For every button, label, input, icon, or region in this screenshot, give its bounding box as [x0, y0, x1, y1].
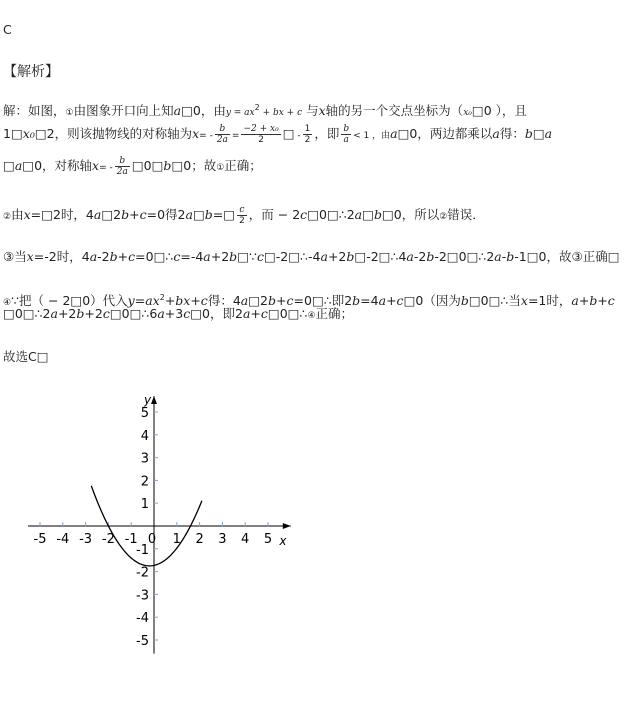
- x-tick-label: 2: [195, 532, 204, 547]
- y-tick-label: 5: [140, 406, 149, 421]
- y-tick-label: -3: [136, 588, 149, 604]
- x-axis-arrow: [283, 523, 291, 529]
- y-tick-label: -5: [136, 634, 149, 649]
- solution-line-1: 解：如图，①由图象开口向上知a□0，由$y = ax^2$ + bx + c 与x轴的另一个交点坐标为（x₀□0 ），且: [3, 103, 527, 119]
- x-tick-label: -1: [124, 532, 138, 547]
- x-tick-label: 0: [147, 532, 157, 547]
- x-tick-label: 4: [241, 532, 250, 547]
- y-tick-label: -4: [136, 611, 149, 627]
- x-tick-label: 1: [172, 532, 181, 547]
- graph-labels: [34, 393, 288, 649]
- y-axis-label: y: [144, 393, 152, 408]
- y-tick-label: -1: [136, 542, 149, 558]
- y-tick-label: 3: [140, 451, 149, 467]
- graph-axes: [28, 396, 291, 654]
- x-tick-label: -2: [101, 532, 115, 547]
- solution-line-3: □a□0，对称轴x= - $\frac{b}{2a}$ □0□b□0；故①正确；: [3, 156, 262, 177]
- solution-line-5: ③当x=-2时，4a-2b+c=0□∴c=-4a+2b□∵c□-2□∴-4a+2b□-2□∴4a-2b-2□0□∴2a-b-1□0，故③正确□: [3, 249, 620, 264]
- y-tick-label: -2: [136, 565, 149, 581]
- x-tick-label: -3: [79, 532, 93, 547]
- section-heading: 【解析】: [3, 64, 59, 80]
- y-tick-label: 4: [140, 428, 149, 444]
- parabola-graph: [0, 386, 630, 716]
- x-tick-label: 3: [218, 532, 227, 547]
- x-axis-label: x: [279, 534, 287, 548]
- y-tick-label: 2: [140, 474, 149, 490]
- x-tick-label: -5: [33, 532, 47, 547]
- answer-letter: C: [3, 22, 12, 37]
- y-tick-label: 1: [140, 497, 149, 513]
- solution-line-2: 1□x₀□2，则该抛物线的对称轴为x= - $\frac{b}{2a}$ = $\frac{\text{−2 + x₀}}{2}$ □ - $\frac{1}{2}$ ，即 $\frac{b}{a}$ < 1 ，由a□0，两边都乘以a得：b□a: [3, 124, 553, 145]
- solution-line-7: □0□∴2a+2b+2c□0□∴6a+3c□0，即2a+c□0□∴④正确；: [3, 306, 354, 321]
- conclusion: 故选C□: [3, 349, 49, 364]
- x-tick-label: 5: [263, 532, 273, 547]
- solution-line-4: ②由x=□2时，4a□2b+c=0得2a□b=□ $\frac{c}{2}$ ，而 − 2c□0□∴2a□b□0，所以②错误．: [3, 205, 485, 226]
- y-axis-arrow: [151, 396, 157, 404]
- solution-line-6: ④∵把（ − 2□0）代入$y=ax^2+bx+c$得：4a□2b+c=0□∴即2b=4a+c□0（因为b□0□∴当x=1时，a+b+c: [3, 293, 615, 309]
- x-tick-label: -4: [56, 532, 70, 547]
